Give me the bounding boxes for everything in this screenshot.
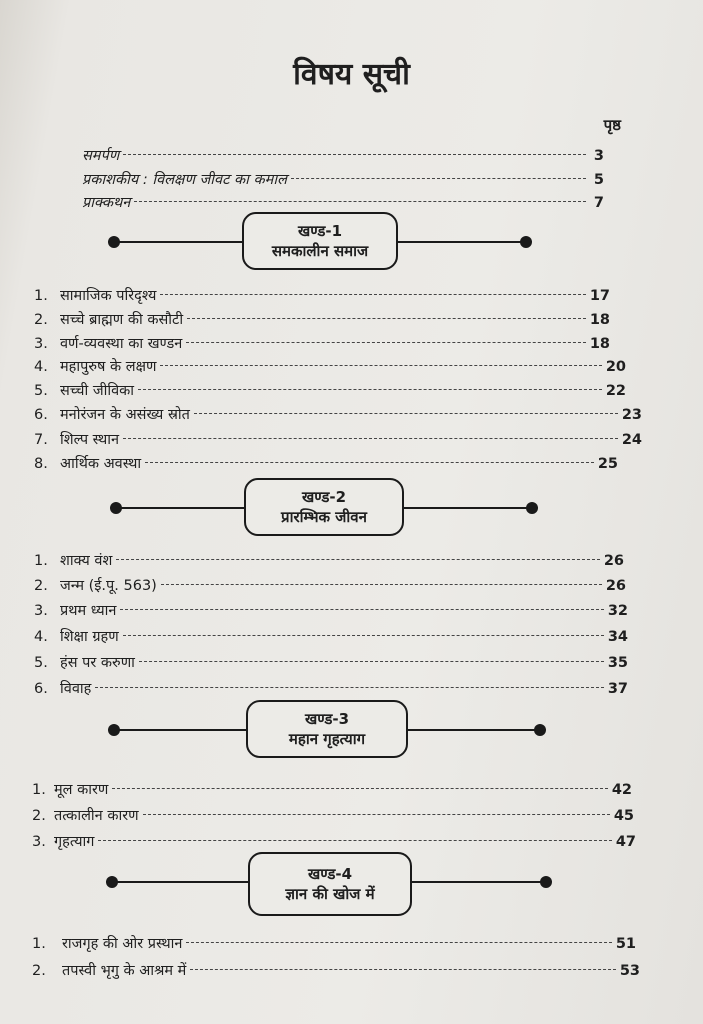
entry-number: 3. <box>32 834 46 850</box>
section-number: खण्ड-4 <box>307 865 353 883</box>
entry-label: वर्ण-व्यवस्था का खण्डन <box>60 336 183 352</box>
section-heading-1 <box>108 212 532 272</box>
entry-label: सामाजिक परिदृश्य <box>60 288 157 304</box>
toc-entry <box>34 285 610 305</box>
section-title: महान गृहत्याग <box>288 730 366 748</box>
entry-page: 26 <box>605 578 626 594</box>
dot-leader <box>123 154 586 155</box>
entry-page: 25 <box>597 456 618 472</box>
entry-label: राजगृह की ओर प्रस्थान <box>62 936 183 952</box>
entry-number: 2. <box>34 312 48 328</box>
entry-label: मनोरंजन के असंख्य स्रोत <box>60 407 190 423</box>
section-box <box>242 212 398 270</box>
section-heading-3 <box>108 700 546 760</box>
entry-number: 3. <box>34 336 48 352</box>
entry-label: शाक्य वंश <box>60 553 113 569</box>
entry-page: 34 <box>607 629 628 645</box>
entry-page: 23 <box>621 407 642 423</box>
dot-leader <box>161 584 602 585</box>
entry-label: विवाह <box>60 681 92 697</box>
entry-number: 2. <box>32 963 46 979</box>
entry-page: 22 <box>605 383 626 399</box>
entry-page: 53 <box>619 963 640 979</box>
entry-label: शिल्प स्थान <box>60 432 120 448</box>
entry-page: 20 <box>605 359 626 375</box>
entry-number: 5. <box>34 655 48 671</box>
dot-leader <box>190 969 615 970</box>
entry-label: आर्थिक अवस्था <box>60 456 142 472</box>
dot-leader <box>143 814 610 815</box>
toc-entry <box>32 960 640 980</box>
dot-leader <box>291 178 586 179</box>
entry-page: 51 <box>615 936 636 952</box>
entry-number: 1. <box>32 936 46 952</box>
entry-page: 42 <box>611 782 632 798</box>
toc-entry <box>34 309 610 329</box>
entry-page: 47 <box>615 834 636 850</box>
toc-entry <box>34 626 628 646</box>
section-box <box>248 852 412 916</box>
dot-leader <box>138 389 602 390</box>
toc-entry <box>34 652 628 672</box>
entry-number: 4. <box>34 359 48 375</box>
toc-entry <box>34 600 628 620</box>
toc-entry <box>34 575 626 595</box>
entry-number: 7. <box>34 432 48 448</box>
dot-leader <box>112 788 607 789</box>
section-box <box>244 478 404 536</box>
entry-label: प्राक्कथन <box>82 195 131 211</box>
entry-page: 17 <box>589 288 610 304</box>
entry-page: 26 <box>603 553 624 569</box>
section-number: खण्ड-2 <box>301 488 347 506</box>
toc-entry <box>32 831 636 851</box>
toc-entry <box>32 805 634 825</box>
entry-number: 2. <box>34 578 48 594</box>
entry-label: तत्कालीन कारण <box>54 808 139 824</box>
dot-leader <box>134 201 586 202</box>
entry-label: हंस पर करुणा <box>60 655 135 671</box>
page-title: विषय सूची <box>293 57 410 92</box>
entry-number: 2. <box>32 808 46 824</box>
entry-number: 5. <box>34 383 48 399</box>
entry-label: सच्चे ब्राह्मण की कसौटी <box>60 312 184 328</box>
entry-label: समर्पण <box>82 148 120 164</box>
entry-number: 8. <box>34 456 48 472</box>
toc-entry <box>34 429 642 449</box>
dot-leader <box>186 942 611 943</box>
section-heading-2 <box>110 478 538 538</box>
dot-leader <box>186 342 586 343</box>
dot-leader <box>160 365 601 366</box>
entry-label: सच्ची जीविका <box>60 383 135 399</box>
entry-label: शिक्षा ग्रहण <box>60 629 119 645</box>
entry-label: तपस्वी भृगु के आश्रम में <box>62 963 187 979</box>
entry-page: 3 <box>593 148 604 164</box>
entry-number: 1. <box>34 288 48 304</box>
toc-entry <box>34 550 624 570</box>
entry-label: गृहत्याग <box>54 834 95 850</box>
entry-number: 4. <box>34 629 48 645</box>
dot-leader <box>160 294 585 295</box>
entry-page: 35 <box>607 655 628 671</box>
toc-entry <box>34 356 626 376</box>
entry-number: 1. <box>32 782 46 798</box>
entry-label: मूल कारण <box>54 782 109 798</box>
entry-page: 32 <box>607 603 628 619</box>
dot-leader <box>120 609 603 610</box>
dot-leader <box>187 318 586 319</box>
section-heading-4 <box>106 852 552 912</box>
bullet-dot-icon <box>534 724 546 736</box>
entry-number: 1. <box>34 553 48 569</box>
bullet-dot-icon <box>540 876 552 888</box>
dot-leader <box>95 687 603 688</box>
entry-number: 6. <box>34 407 48 423</box>
toc-entry <box>34 678 628 698</box>
toc-entry <box>34 404 642 424</box>
dot-leader <box>194 413 618 414</box>
bullet-dot-icon <box>526 502 538 514</box>
entry-page: 18 <box>589 336 610 352</box>
dot-leader <box>98 840 611 841</box>
toc-entry <box>34 453 618 473</box>
entry-label: प्रथम ध्यान <box>60 603 117 619</box>
dot-leader <box>123 635 604 636</box>
entry-page: 5 <box>593 172 604 188</box>
entry-page: 37 <box>607 681 628 697</box>
toc-entry <box>32 933 636 953</box>
section-number: खण्ड-3 <box>304 710 350 728</box>
entry-page: 45 <box>613 808 634 824</box>
toc-entry-front-2 <box>82 169 604 189</box>
section-box <box>246 700 408 758</box>
entry-page: 18 <box>589 312 610 328</box>
toc-entry-front-3 <box>82 192 604 212</box>
entry-number: 6. <box>34 681 48 697</box>
dot-leader <box>123 438 618 439</box>
dot-leader <box>116 559 599 560</box>
toc-entry <box>34 380 626 400</box>
entry-page: 24 <box>621 432 642 448</box>
toc-entry <box>32 779 632 799</box>
section-title: समकालीन समाज <box>271 242 369 260</box>
section-title: प्रारम्भिक जीवन <box>281 508 367 526</box>
dot-leader <box>145 462 594 463</box>
toc-entry-front-1 <box>82 145 604 165</box>
entry-label: प्रकाशकीय : विलक्षण जीवट का कमाल <box>82 172 287 188</box>
entry-page: 7 <box>593 195 604 211</box>
entry-label: जन्म (ई.पू. 563) <box>60 578 157 594</box>
section-title: ज्ञान की खोज में <box>285 885 375 903</box>
entry-number: 3. <box>34 603 48 619</box>
toc-entry <box>34 333 610 353</box>
page-column-header: पृष्ठ <box>603 116 621 134</box>
entry-label: महापुरुष के लक्षण <box>60 359 157 375</box>
section-number: खण्ड-1 <box>297 222 343 240</box>
bullet-dot-icon <box>520 236 532 248</box>
dot-leader <box>139 661 604 662</box>
